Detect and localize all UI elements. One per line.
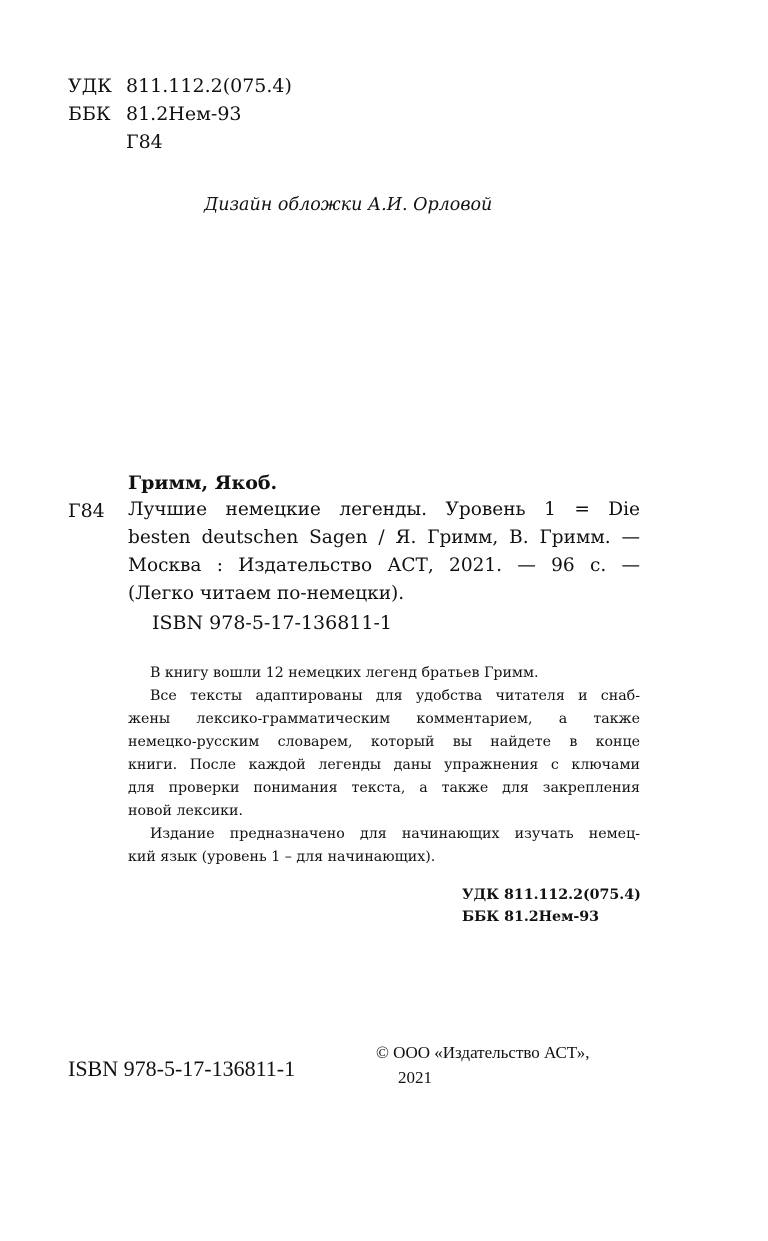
- annotation-line-2: Все тексты адаптированы для удобства читателя и снаб-: [150, 688, 640, 704]
- author-sign-record: Г84: [68, 500, 105, 522]
- bbk-line: [68, 100, 242, 128]
- annotation-line-7: новой лексики.: [128, 803, 244, 819]
- annotation-line-1: В книгу вошли 12 немецких легенд братьев Гримм.: [150, 665, 539, 681]
- author-heading: Гримм, Якоб.: [128, 472, 278, 494]
- annotation-line-5: книги. После каждой легенды даны упражнения с ключами: [128, 757, 640, 773]
- annotation-line-4: немецко-русским словарем, который вы найдете в конце: [128, 734, 640, 750]
- udk-line: [68, 72, 292, 100]
- cover-design-credit: Дизайн обложки А.И. Орловой: [204, 195, 493, 215]
- annotation-line-3: жены лексико-грамматическим комментарием, а также: [128, 711, 640, 727]
- bbk-label: ББК: [68, 103, 111, 125]
- copyright-line-2: 2021: [398, 1068, 432, 1087]
- index-bbk: ББК 81.2Нем-93: [462, 909, 600, 925]
- footer-isbn: ISBN 978-5-17-136811-1: [68, 1056, 296, 1081]
- annotation-line-9: кий язык (уровень 1 – для начинающих).: [128, 849, 436, 865]
- bbk-value: 81.2Нем-93: [126, 103, 242, 125]
- record-line-3: Москва : Издательство АСТ, 2021. — 96 с. —: [128, 555, 640, 576]
- annotation-line-6: для проверки понимания текста, а также для закрепления: [128, 780, 640, 796]
- annotation-line-8: Издание предназначено для начинающих изучать немец-: [150, 826, 640, 842]
- udk-value: 811.112.2(075.4): [126, 75, 292, 97]
- record-line-4: (Легко читаем по-немецки).: [128, 583, 405, 604]
- record-isbn: ISBN 978-5-17-136811-1: [152, 612, 392, 634]
- copyright-line-1: © ООО «Издательство АСТ»,: [376, 1043, 590, 1062]
- index-udk: УДК 811.112.2(075.4): [462, 887, 641, 903]
- record-line-2: besten deutschen Sagen / Я. Гримм, В. Гримм. —: [128, 527, 640, 548]
- author-sign-top: Г84: [126, 131, 163, 153]
- udk-label: УДК: [68, 75, 112, 97]
- record-line-1: Лучшие немецкие легенды. Уровень 1 = Die: [128, 499, 640, 520]
